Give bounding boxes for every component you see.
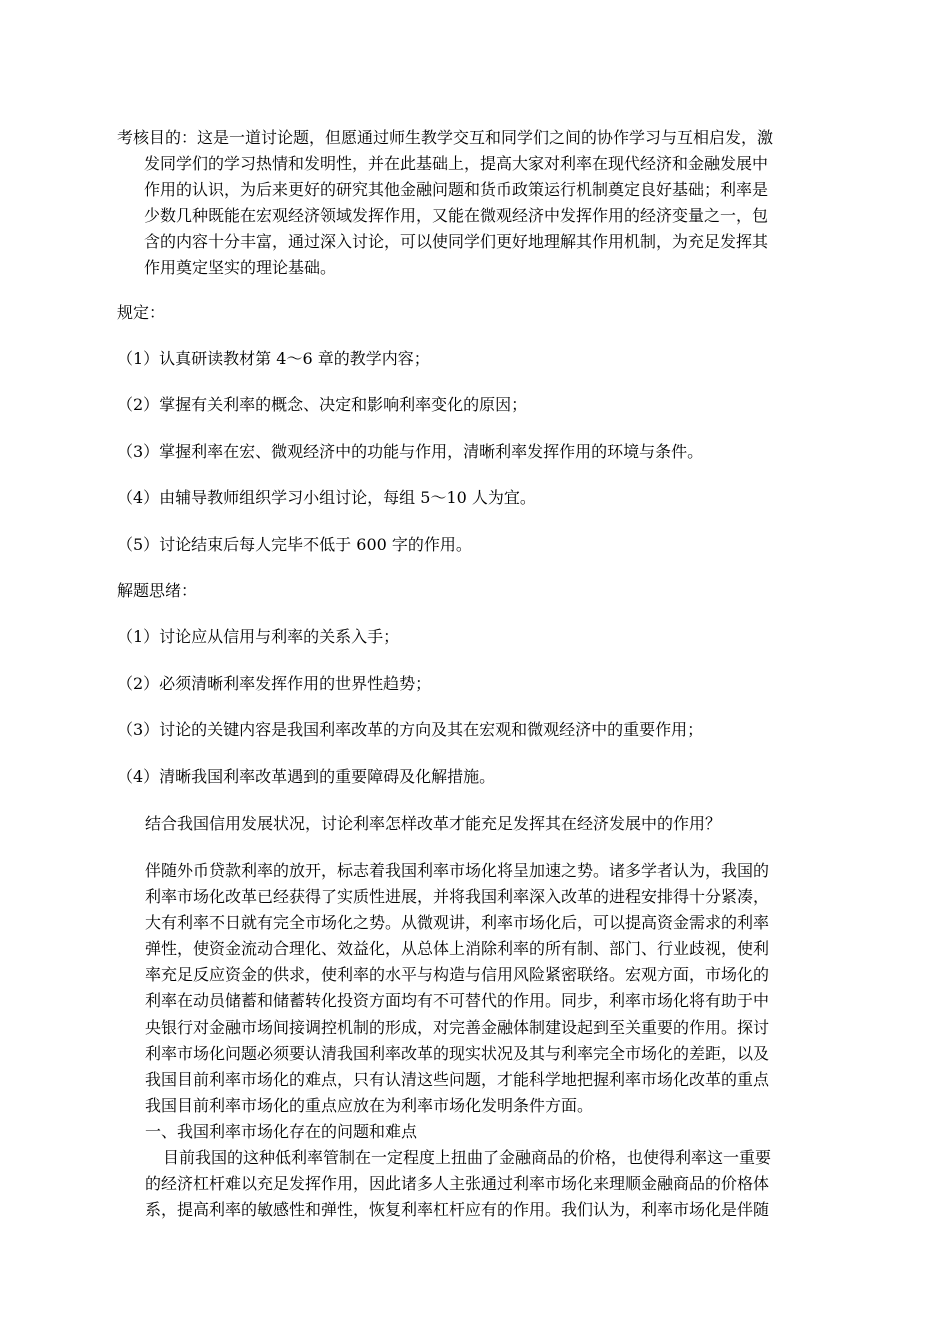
approach-item: （3）讨论的关键内容是我国利率改革的方向及其在宏观和微观经济中的重要作用； [117, 720, 704, 739]
assessment-purpose-paragraph [117, 125, 817, 281]
body-line: 伴随外币贷款利率的放开，标志着我国利率市场化将呈加速之势。诸多学者认为，我国的 [145, 861, 770, 880]
assessment-purpose-line: 含的内容十分丰富，通过深入讨论，可以使同学们更好地理解其作用机制，为充足发挥其 [144, 232, 769, 251]
body-line: 大有利率不日就有完全市场化之势。从微观讲，利率市场化后，可以提高资金需求的利率 [145, 913, 770, 933]
body-line: 目前我国的这种低利率管制在一定程度上扭曲了金融商品的价格，也使得利率这一重要 [163, 1148, 772, 1168]
body-line: 利率市场化改革已经获得了实质性进展，并将我国利率深入改革的进程安排得十分紧凑， [145, 887, 770, 907]
assessment-purpose-line: 少数几种既能在宏观经济领域发挥作用，又能在微观经济中发挥作用的经济变量之一，包 [144, 206, 769, 225]
assessment-purpose-line: 发同学们的学习热情和发明性，并在此基础上，提高大家对利率在现代经济和金融发展中 [144, 154, 769, 173]
approach-item: （4）清晰我国利率改革遇到的重要障碍及化解措施。 [117, 767, 496, 786]
body-line: 的经济杠杆难以充足发挥作用，因此诸多人主张通过利率市场化来理顺金融商品的价格体 [145, 1174, 770, 1194]
assessment-purpose-line: 作用奠定坚实的理论基础。 [144, 258, 337, 277]
requirement-item: （1）认真研读教材第 4～6 章的教学内容； [117, 349, 430, 368]
requirement-item: （3）掌握利率在宏、微观经济中的功能与作用，清晰利率发挥作用的环境与条件。 [117, 442, 704, 461]
body-paragraph [145, 858, 825, 1223]
body-line: 利率在动员储蓄和储蓄转化投资方面均有不可替代的作用。同步，利率市场化将有助于中 [145, 991, 770, 1011]
body-line: 系，提高利率的敏感性和弹性，恢复利率杠杆应有的作用。我们认为，利率市场化是伴随 [145, 1200, 770, 1220]
requirement-item: （4）由辅导教师组织学习小组讨论，每组 5～10 人为宜。 [117, 488, 536, 507]
assessment-purpose-line: 考核目的：这是一道讨论题，但愿通过师生教学交互和同学们之间的协作学习与互相启发，激 [117, 128, 774, 147]
body-line: 央银行对金融市场间接调控机制的形成，对完善金融体制建设起到至关重要的作用。探讨 [145, 1017, 770, 1037]
approach-item: （1）讨论应从信用与利率的关系入手； [117, 627, 400, 646]
body-line: 率充足反应资金的供求，使利率的水平与构造与信用风险紧密联络。宏观方面，市场化的 [145, 965, 770, 985]
section-heading: 一、我国利率市场化存在的问题和难点 [145, 1121, 418, 1141]
requirements-heading: 规定： [117, 303, 166, 322]
body-line: 利率市场化问题必须要认清我国利率改革的现实状况及其与利率完全市场化的差距，以及 [145, 1043, 770, 1063]
discussion-question: 结合我国信用发展状况，讨论利率怎样改革才能充足发挥其在经济发展中的作用？ [145, 814, 722, 833]
requirement-item: （5）讨论结束后每人完毕不低于 600 字的作用。 [117, 535, 472, 554]
approach-heading: 解题思绪： [117, 581, 198, 600]
assessment-purpose-line: 作用的认识，为后来更好的研究其他金融问题和货币政策运行机制奠定良好基础；利率是 [144, 180, 769, 199]
body-line: 弹性，使资金流动合理化、效益化，从总体上消除利率的所有制、部门、行业歧视，使利 [145, 939, 770, 959]
body-line: 我国目前利率市场化的重点应放在为利率市场化发明条件方面。 [145, 1095, 594, 1115]
requirement-item: （2）掌握有关利率的概念、决定和影响利率变化的原因； [117, 395, 528, 414]
body-line: 我国目前利率市场化的难点，只有认清这些问题，才能科学地把握利率市场化改革的重点 [145, 1069, 770, 1089]
approach-item: （2）必须清晰利率发挥作用的世界性趋势； [117, 674, 432, 693]
